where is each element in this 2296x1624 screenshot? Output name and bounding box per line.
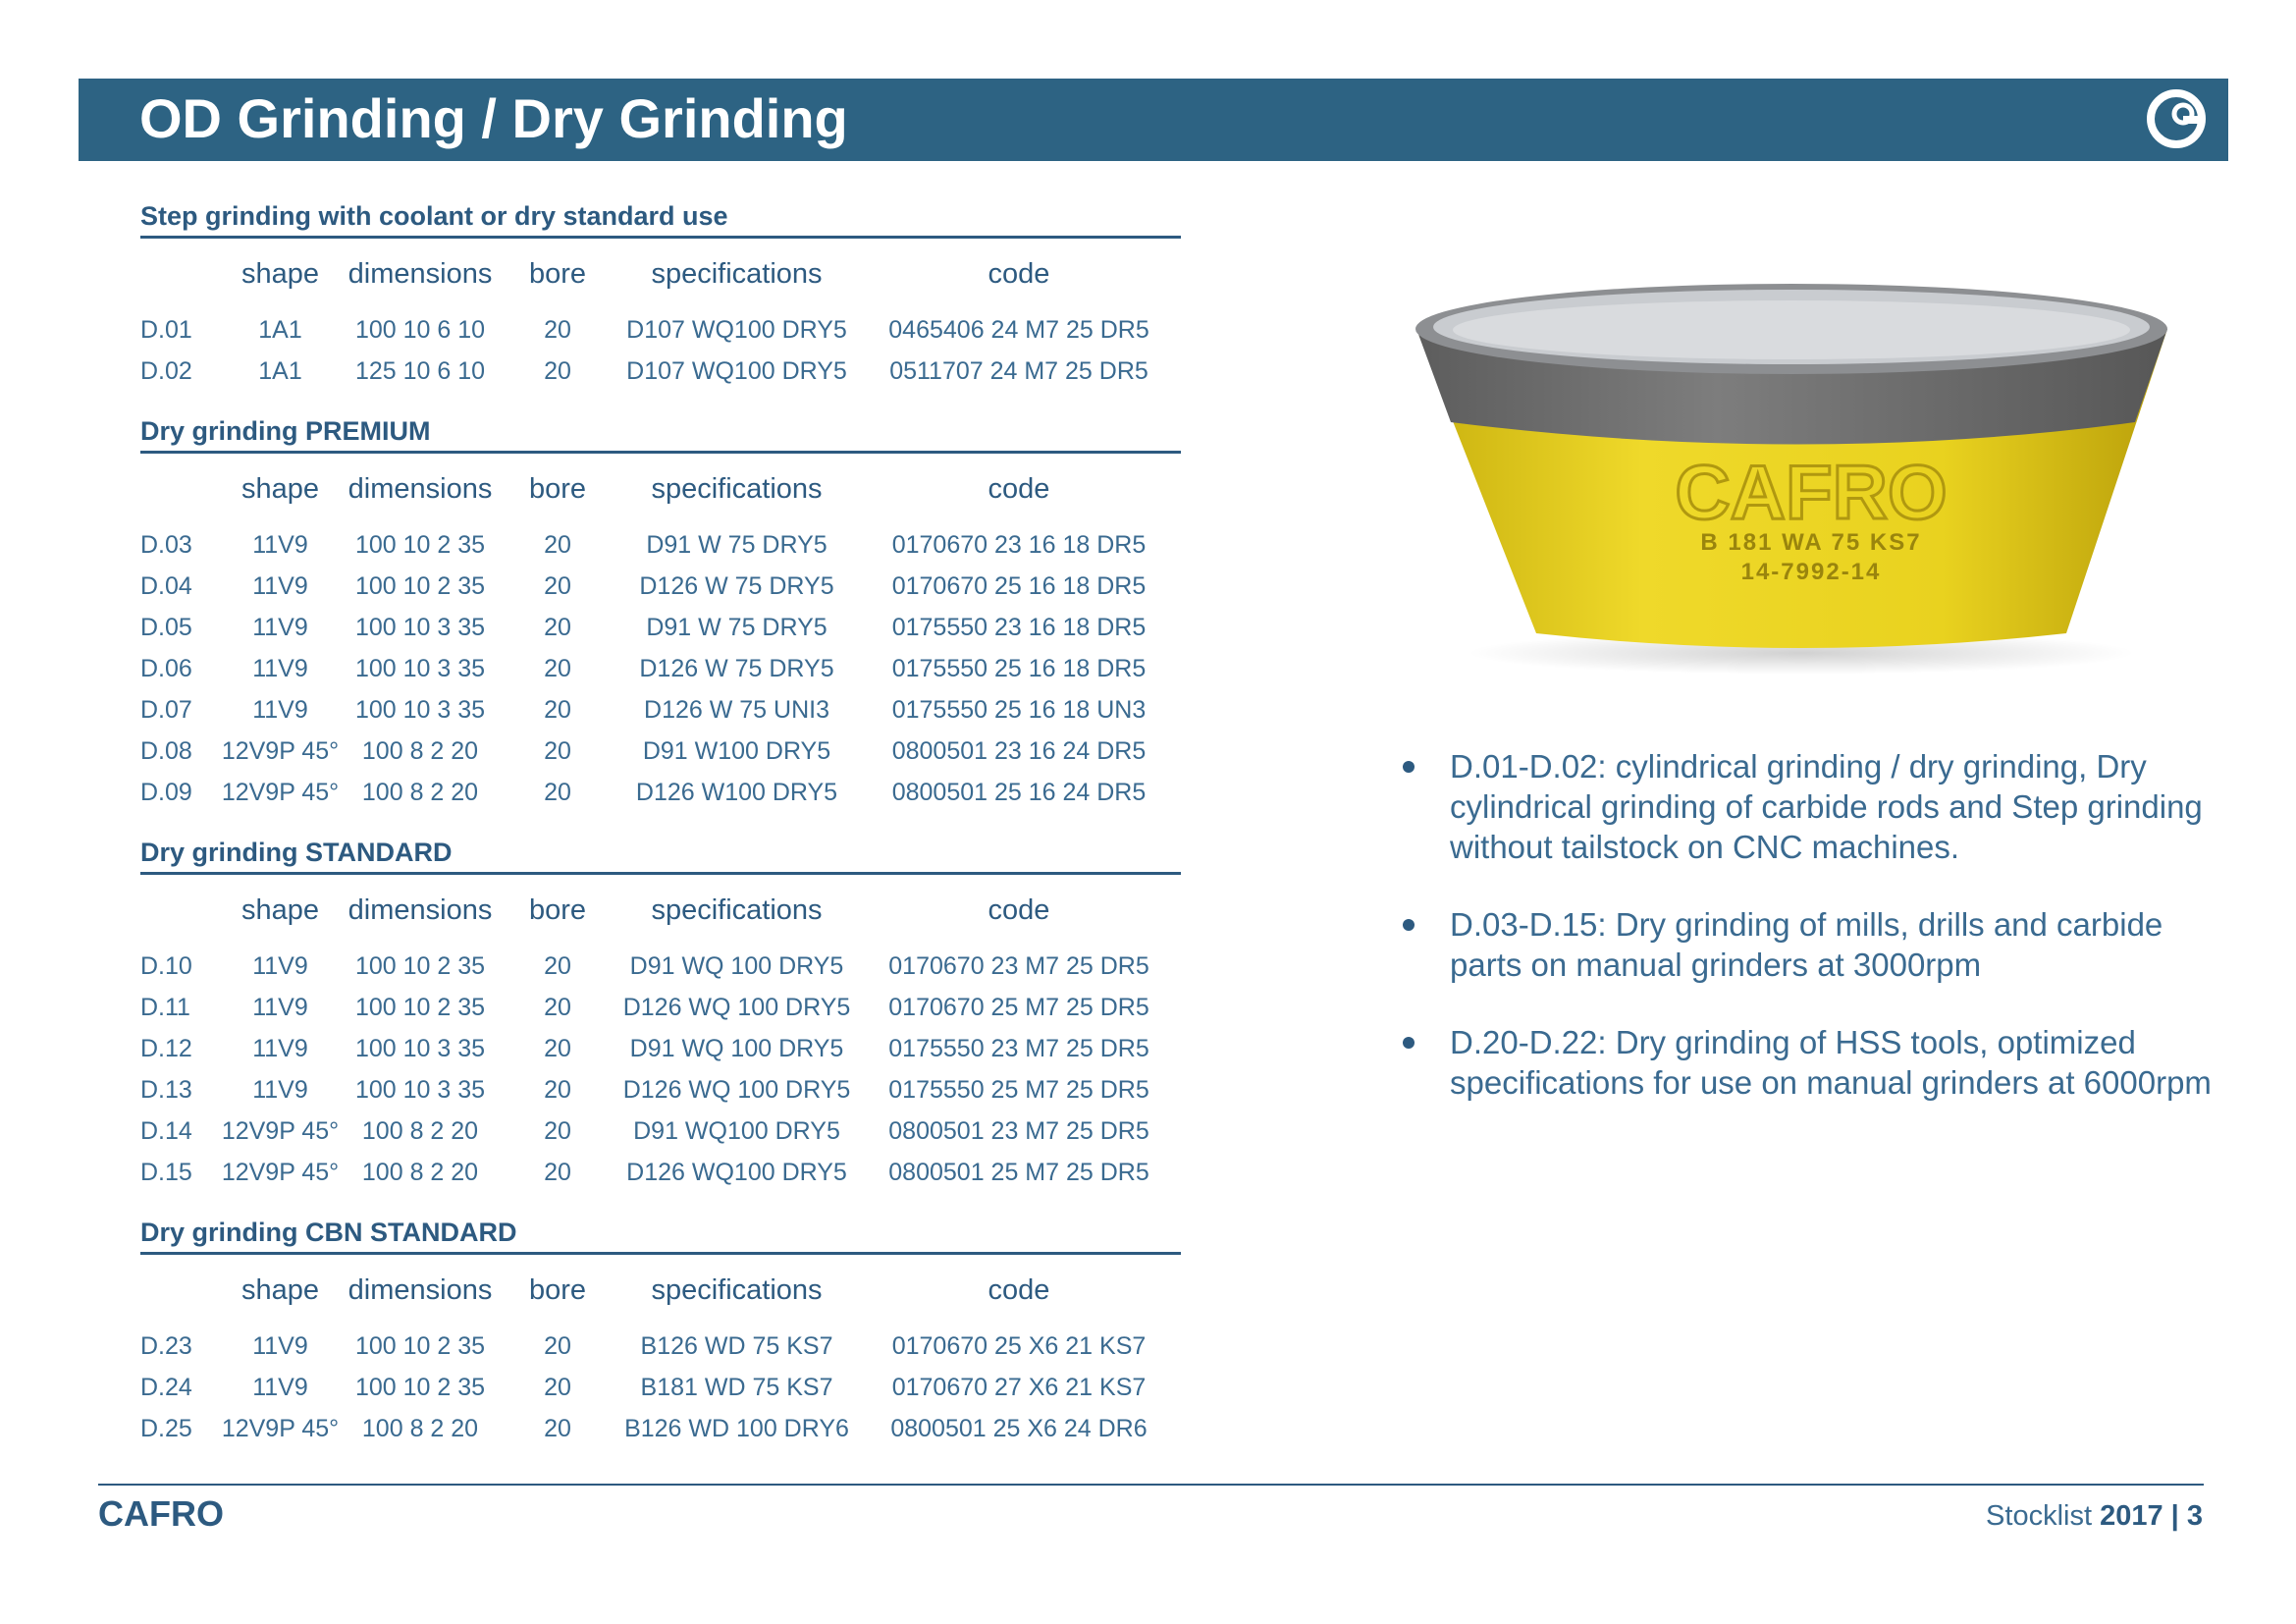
cell-code: 0511707 24 M7 25 DR5 (889, 356, 1148, 385)
table-row (140, 1326, 1181, 1367)
table-row (140, 731, 1181, 772)
column-header-specifications: specifications (651, 472, 823, 505)
cell-bore: 20 (544, 1414, 571, 1442)
cell-shape: 11V9 (252, 654, 308, 682)
item-id-cell: D.15 (140, 1158, 192, 1186)
item-id-cell: D.08 (140, 736, 192, 765)
note-text: D.01-D.02: cylindrical grinding / dry grinding, Dry cylindrical grinding of carbide rods and Step grinding without tailstock on CNC machines. (1450, 748, 2203, 865)
table-row (140, 1028, 1181, 1069)
cell-dimensions: 100 10 2 35 (354, 1373, 486, 1401)
footer-separator: | (2170, 1500, 2179, 1532)
column-header-shape: shape (240, 257, 319, 290)
cell-code: 0170670 27 X6 21 KS7 (891, 1373, 1147, 1401)
item-id-cell: D.14 (140, 1116, 192, 1145)
note-text: D.20-D.22: Dry grinding of HSS tools, optimized specifications for use on manual grinders at 6000rpm (1450, 1024, 2212, 1101)
column-header-code: code (988, 1273, 1050, 1306)
cell-dimensions: 100 10 3 35 (354, 695, 486, 724)
table-row (140, 607, 1181, 648)
table-row (140, 309, 1181, 351)
note-item (1399, 904, 2223, 985)
column-header-bore: bore (528, 472, 587, 505)
cell-specifications: D91 WQ100 DRY5 (633, 1116, 840, 1145)
section-title: Dry grinding STANDARD (140, 833, 1181, 875)
table-row (140, 566, 1181, 607)
footer-year: 2017 (2100, 1500, 2163, 1532)
column-header-code: code (988, 893, 1050, 926)
cell-shape: 11V9 (252, 571, 308, 600)
cell-bore: 20 (544, 530, 571, 559)
cell-bore: 20 (544, 695, 571, 724)
cell-specifications: D126 W 75 DRY5 (639, 654, 834, 682)
cell-specifications: D107 WQ100 DRY5 (626, 315, 847, 344)
item-id-cell: D.24 (140, 1373, 192, 1401)
cell-shape: 12V9P 45° (221, 1116, 340, 1145)
cell-shape: 11V9 (252, 1331, 308, 1360)
cell-specifications: D126 W 75 DRY5 (639, 571, 834, 600)
cell-bore: 20 (544, 778, 571, 806)
cell-bore: 20 (544, 1373, 571, 1401)
column-header-dimensions: dimensions (347, 257, 493, 290)
section-title: Step grinding with coolant or dry standard use (140, 196, 1181, 239)
table-row (140, 946, 1181, 987)
cell-dimensions: 100 10 2 35 (354, 951, 486, 980)
column-header-shape: shape (240, 472, 319, 505)
cell-code: 0800501 23 16 24 DR5 (891, 736, 1147, 765)
product-table (140, 454, 1181, 813)
table-row (140, 524, 1181, 566)
table-row (140, 648, 1181, 689)
cell-code: 0170670 25 M7 25 DR5 (888, 993, 1149, 1021)
item-id-cell: D.12 (140, 1034, 192, 1062)
application-notes (1399, 746, 2223, 1140)
item-id-cell: D.10 (140, 951, 192, 980)
cell-specifications: D126 WQ100 DRY5 (626, 1158, 847, 1186)
page-number: 3 (2186, 1500, 2203, 1532)
cell-bore: 20 (544, 1116, 571, 1145)
footer-logo-text: CAFRO (98, 1493, 224, 1534)
cell-code: 0170670 23 16 18 DR5 (891, 530, 1147, 559)
cell-shape: 11V9 (252, 1373, 308, 1401)
cell-shape: 11V9 (252, 1034, 308, 1062)
table-section (140, 196, 1181, 392)
column-header-code: code (988, 257, 1050, 290)
item-id-cell: D.02 (140, 356, 192, 385)
item-id-cell: D.03 (140, 530, 192, 559)
column-header-dimensions: dimensions (347, 1273, 493, 1306)
cell-dimensions: 100 10 3 35 (354, 613, 486, 641)
cafro-logo-icon (2144, 86, 2209, 151)
cell-code: 0175550 25 16 18 UN3 (891, 695, 1147, 724)
table-row (140, 351, 1181, 392)
table-row (140, 1367, 1181, 1408)
item-id-cell: D.25 (140, 1414, 192, 1442)
table-header-row (140, 1255, 1181, 1326)
column-header-shape: shape (240, 893, 319, 926)
cell-dimensions: 100 8 2 20 (361, 1158, 479, 1186)
table-section (140, 833, 1181, 1193)
column-header-bore: bore (528, 1273, 587, 1306)
column-header-dimensions: dimensions (347, 893, 493, 926)
cell-code: 0175550 23 16 18 DR5 (891, 613, 1147, 641)
cell-code: 0170670 25 16 18 DR5 (891, 571, 1147, 600)
cell-shape: 11V9 (252, 1075, 308, 1104)
header-bar (79, 79, 2228, 161)
cell-specifications: D91 WQ 100 DRY5 (629, 1034, 844, 1062)
product-table (140, 1255, 1181, 1449)
bullet-dot-icon (1403, 761, 1415, 773)
cell-bore: 20 (544, 315, 571, 344)
bullet-dot-icon (1403, 919, 1415, 931)
item-id-cell: D.13 (140, 1075, 192, 1104)
table-row (140, 1069, 1181, 1110)
cell-dimensions: 100 8 2 20 (361, 778, 479, 806)
cell-dimensions: 100 10 3 35 (354, 654, 486, 682)
cell-specifications: D126 W100 DRY5 (635, 778, 838, 806)
cell-dimensions: 100 8 2 20 (361, 736, 479, 765)
column-header-dimensions: dimensions (347, 472, 493, 505)
page-title: OD Grinding / Dry Grinding (139, 87, 848, 149)
cell-specifications: B181 WD 75 KS7 (640, 1373, 833, 1401)
cell-shape: 11V9 (252, 993, 308, 1021)
cell-code: 0175550 25 M7 25 DR5 (888, 1075, 1149, 1104)
cell-shape: 12V9P 45° (221, 736, 340, 765)
item-id-cell: D.05 (140, 613, 192, 641)
cell-specifications: D91 W 75 DRY5 (646, 530, 828, 559)
cell-bore: 20 (544, 993, 571, 1021)
cell-specifications: D126 W 75 UNI3 (644, 695, 829, 724)
table-section (140, 1213, 1181, 1449)
item-id-cell: D.09 (140, 778, 192, 806)
item-id-cell: D.01 (140, 315, 192, 344)
cell-shape: 12V9P 45° (221, 778, 340, 806)
item-id-cell: D.06 (140, 654, 192, 682)
cell-bore: 20 (544, 1331, 571, 1360)
wheel-brand-text: CAFRO (1675, 449, 1948, 535)
cell-code: 0175550 25 16 18 DR5 (891, 654, 1147, 682)
table-header-row (140, 239, 1181, 309)
note-item (1399, 1022, 2223, 1103)
table-header-row (140, 875, 1181, 946)
table-row (140, 1408, 1181, 1449)
item-id-cell: D.23 (140, 1331, 192, 1360)
cell-specifications: D91 W100 DRY5 (642, 736, 831, 765)
column-header-specifications: specifications (651, 893, 823, 926)
footer-label: Stocklist (1986, 1500, 2093, 1532)
column-header-id (140, 875, 219, 946)
cell-shape: 11V9 (252, 951, 308, 980)
item-id-cell: D.07 (140, 695, 192, 724)
cell-specifications: B126 WD 100 DRY6 (624, 1414, 849, 1442)
cell-code: 0170670 25 X6 21 KS7 (891, 1331, 1147, 1360)
cell-bore: 20 (544, 1158, 571, 1186)
cell-code: 0175550 23 M7 25 DR5 (888, 1034, 1149, 1062)
cell-dimensions: 100 8 2 20 (361, 1414, 479, 1442)
column-header-specifications: specifications (651, 257, 823, 290)
section-title: Dry grinding PREMIUM (140, 411, 1181, 454)
cell-specifications: D126 WQ 100 DRY5 (622, 993, 851, 1021)
cafro-footer-logo (98, 1490, 255, 1536)
item-id-cell: D.11 (140, 993, 190, 1021)
cell-code: 0800501 23 M7 25 DR5 (888, 1116, 1149, 1145)
cell-specifications: D126 WQ 100 DRY5 (622, 1075, 851, 1104)
table-row (140, 1110, 1181, 1152)
cell-dimensions: 100 10 2 35 (354, 993, 486, 1021)
note-text: D.03-D.15: Dry grinding of mills, drills and carbide parts on manual grinders at 3000rpm (1450, 906, 2163, 983)
cell-bore: 20 (544, 356, 571, 385)
cell-specifications: D91 W 75 DRY5 (646, 613, 828, 641)
cell-shape: 1A1 (258, 356, 302, 385)
table-header-row (140, 454, 1181, 524)
cell-bore: 20 (544, 1034, 571, 1062)
footer-page-info (1986, 1500, 2203, 1533)
item-id-cell: D.04 (140, 571, 192, 600)
cell-code: 0800501 25 X6 24 DR6 (890, 1414, 1148, 1442)
section-title: Dry grinding CBN STANDARD (140, 1213, 1181, 1255)
cell-bore: 20 (544, 1075, 571, 1104)
column-header-specifications: specifications (651, 1273, 823, 1306)
column-header-bore: bore (528, 893, 587, 926)
bullet-dot-icon (1403, 1037, 1415, 1049)
note-item (1399, 746, 2223, 867)
cell-bore: 20 (544, 951, 571, 980)
cell-bore: 20 (544, 613, 571, 641)
cell-shape: 1A1 (258, 315, 302, 344)
column-header-shape: shape (240, 1273, 319, 1306)
product-table (140, 875, 1181, 1193)
cell-specifications: D107 WQ100 DRY5 (626, 356, 847, 385)
cell-dimensions: 125 10 6 10 (354, 356, 486, 385)
cell-dimensions: 100 10 3 35 (354, 1034, 486, 1062)
cell-code: 0800501 25 M7 25 DR5 (888, 1158, 1149, 1186)
cell-dimensions: 100 10 2 35 (354, 571, 486, 600)
column-header-id (140, 239, 219, 309)
cell-shape: 11V9 (252, 613, 308, 641)
product-tables (140, 196, 1181, 1469)
column-header-bore: bore (528, 257, 587, 290)
wheel-spec-text: B 181 WA 75 KS7 (1700, 529, 1922, 556)
cell-bore: 20 (544, 736, 571, 765)
cell-dimensions: 100 10 2 35 (354, 530, 486, 559)
table-row (140, 689, 1181, 731)
cell-shape: 12V9P 45° (221, 1158, 340, 1186)
wheel-serial-text: 14-7992-14 (1740, 559, 1882, 585)
cell-code: 0465406 24 M7 25 DR5 (888, 315, 1149, 344)
product-table (140, 239, 1181, 392)
column-header-id (140, 454, 219, 524)
table-row (140, 1152, 1181, 1193)
cell-bore: 20 (544, 571, 571, 600)
footer-divider (98, 1484, 2204, 1486)
cell-dimensions: 100 10 6 10 (354, 315, 486, 344)
cell-code: 0800501 25 16 24 DR5 (891, 778, 1147, 806)
cell-shape: 11V9 (252, 530, 308, 559)
grinding-wheel-image (1394, 265, 2199, 677)
cell-code: 0170670 23 M7 25 DR5 (888, 951, 1149, 980)
cell-specifications: D91 WQ 100 DRY5 (629, 951, 844, 980)
cell-dimensions: 100 10 3 35 (354, 1075, 486, 1104)
cell-shape: 12V9P 45° (221, 1414, 340, 1442)
cell-specifications: B126 WD 75 KS7 (640, 1331, 833, 1360)
table-row (140, 772, 1181, 813)
column-header-code: code (988, 472, 1050, 505)
cell-dimensions: 100 10 2 35 (354, 1331, 486, 1360)
cell-bore: 20 (544, 654, 571, 682)
table-row (140, 987, 1181, 1028)
table-section (140, 411, 1181, 813)
cell-dimensions: 100 8 2 20 (361, 1116, 479, 1145)
cell-shape: 11V9 (252, 695, 308, 724)
column-header-id (140, 1255, 219, 1326)
